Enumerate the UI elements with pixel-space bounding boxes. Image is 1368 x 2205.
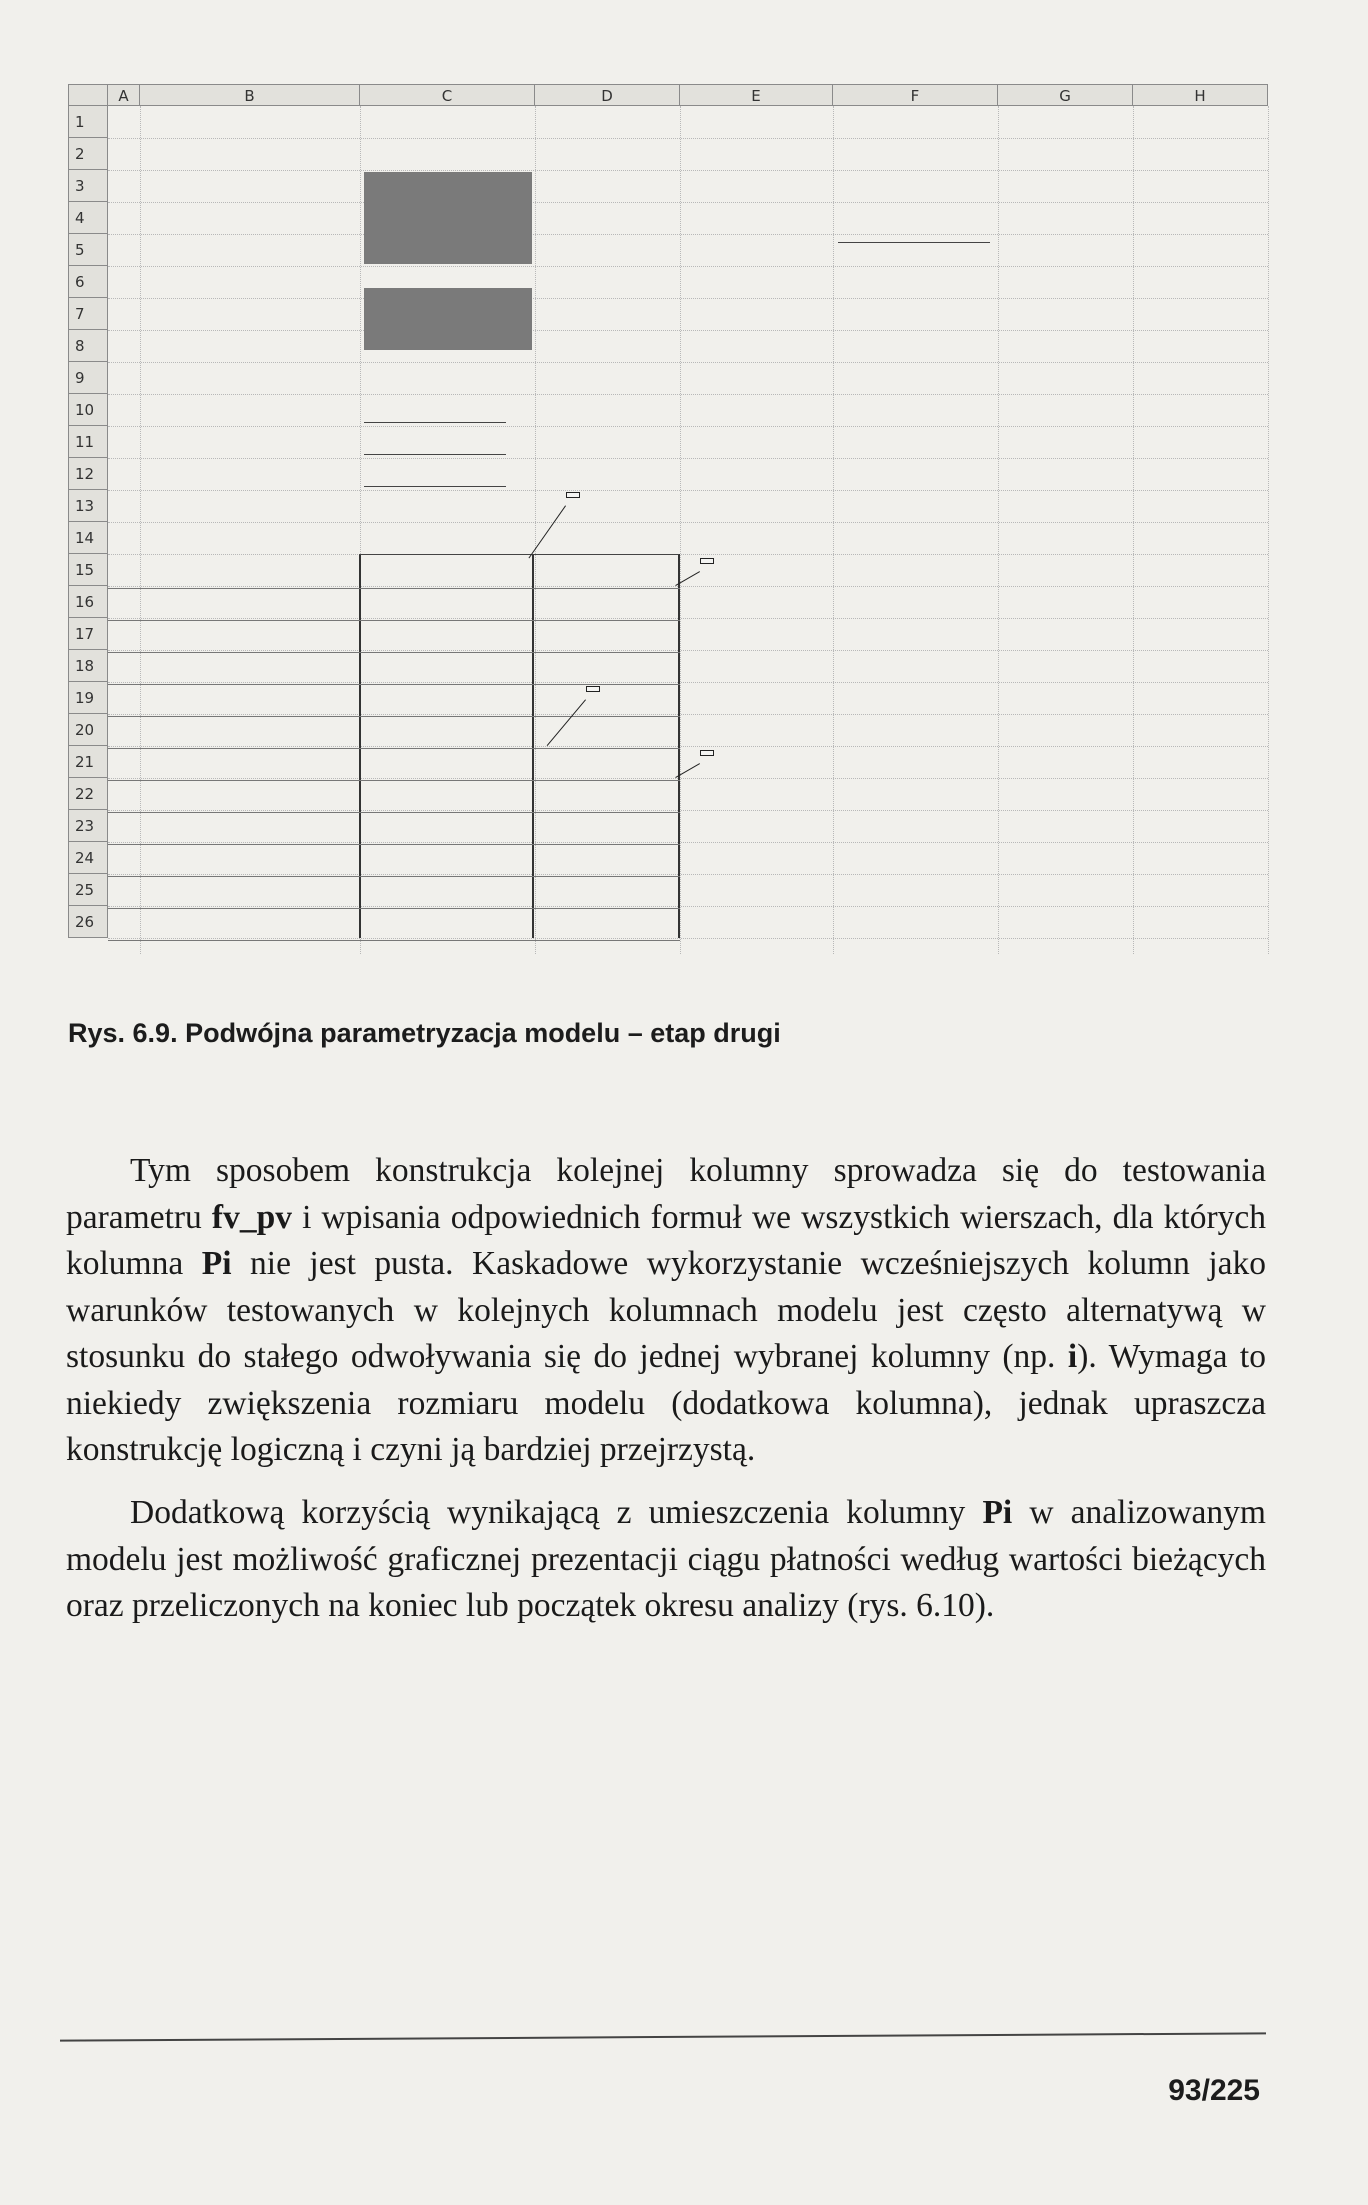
gridline-row-16: [108, 618, 1268, 619]
summary-value-1: [364, 422, 506, 423]
column-header-b: B: [140, 84, 360, 106]
gridline-row-19: [108, 714, 1268, 715]
table-rowline-27: [108, 940, 680, 941]
table-rowline-22: [108, 780, 680, 781]
table-border-right: [678, 554, 680, 938]
gridline-col-4: [833, 106, 834, 954]
row-header-16: 16: [68, 586, 108, 618]
row-header-12: 12: [68, 458, 108, 490]
param-shade-2: [364, 288, 532, 350]
gridline-row-6: [108, 298, 1268, 299]
row-header-21: 21: [68, 746, 108, 778]
gridline-col-5: [998, 106, 999, 954]
gridline-col-2: [535, 106, 536, 954]
gridline-col-7: [1268, 106, 1269, 954]
column-header-c: C: [360, 84, 535, 106]
row-header-1: 1: [68, 106, 108, 138]
gridline-row-8: [108, 362, 1268, 363]
gridline-row-11: [108, 458, 1268, 459]
gridline-row-2: [108, 170, 1268, 171]
column-header-a: A: [108, 84, 140, 106]
gridline-row-24: [108, 874, 1268, 875]
gridline-row-3: [108, 202, 1268, 203]
formula-callout-2: [700, 558, 714, 564]
row-header-11: 11: [68, 426, 108, 458]
column-header-g: G: [998, 84, 1133, 106]
row-header-26: 26: [68, 906, 108, 938]
gridline-row-1: [108, 138, 1268, 139]
row-header-19: 19: [68, 682, 108, 714]
table-rowline-26: [108, 908, 680, 909]
paragraph-1-text-2: i wpisania odpowiednich formuł we wszystkich wierszach, dla których kolumna: [66, 1198, 1266, 1282]
gridline-row-18: [108, 682, 1268, 683]
param-shade-1: [364, 172, 532, 264]
paragraph-1-bold-pi: Pi: [201, 1245, 232, 1282]
gridline-row-14: [108, 554, 1268, 555]
formula-callout-4: [700, 750, 714, 756]
table-rowline-21: [108, 748, 680, 749]
row-header-23: 23: [68, 810, 108, 842]
column-header-h: H: [1133, 84, 1268, 106]
paragraph-2: [66, 1490, 1266, 1630]
paragraph-2-text-1: Dodatkową korzyścią wynikającą z umieszczenia kolumny: [130, 1494, 983, 1531]
callout-connector-3: [547, 699, 586, 746]
row-header-14: 14: [68, 522, 108, 554]
gridline-row-9: [108, 394, 1268, 395]
column-header-d: D: [535, 84, 680, 106]
gridline-row-10: [108, 426, 1268, 427]
sheet-corner: [68, 84, 108, 106]
table-rowline-18: [108, 652, 680, 653]
paragraph-1-bold-fvpv: fv_pv: [211, 1198, 292, 1236]
table-rowline-24: [108, 844, 680, 845]
paragraph-1-text-1: Tym sposobem konstrukcja kolejnej kolumny sprowadza się do testowania parametru: [66, 1152, 1266, 1236]
gridline-col-3: [680, 106, 681, 954]
table-rowline-23: [108, 812, 680, 813]
row-header-9: 9: [68, 362, 108, 394]
paragraph-1-text-4: ). Wymaga to niekiedy zwiększenia rozmiaru modelu (dodatkowa kolumna), jednak upraszcza konstrukcję logiczną i czyni ją bardziej przejrzystą.: [66, 1338, 1266, 1468]
table-border-left: [359, 554, 361, 938]
table-rowline-25: [108, 876, 680, 877]
spreadsheet-figure: [68, 84, 1268, 954]
gridline-row-22: [108, 810, 1268, 811]
gridline-col-6: [1133, 106, 1134, 954]
table-border-top: [359, 554, 679, 555]
row-header-15: 15: [68, 554, 108, 586]
summary-value-2: [364, 454, 506, 455]
row-header-24: 24: [68, 842, 108, 874]
paragraph-1-text-3: nie jest pusta. Kaskadowe wykorzystanie wcześniejszych kolumn jako warunków testowanych w kolejnych kolumnach modelu jest często alternatywą w stosunku do stałego odwoływania się do jednej wybranej kolumny (np.: [66, 1245, 1267, 1375]
gridline-row-5: [108, 266, 1268, 267]
paragraph-1: [66, 1148, 1266, 1474]
gridline-row-21: [108, 778, 1268, 779]
gridline-row-4: [108, 234, 1268, 235]
gridline-row-25: [108, 906, 1268, 907]
row-header-22: 22: [68, 778, 108, 810]
column-header-f: F: [833, 84, 998, 106]
paragraph-2-text-2: w analizowanym modelu jest możliwość graficznej prezentacji ciągu płatności według wartości bieżących oraz przeliczonych na koniec lub początek okresu analizy (rys. 6.10).: [66, 1494, 1266, 1624]
gridline-row-26: [108, 938, 1268, 939]
gridline-row-23: [108, 842, 1268, 843]
row-header-2: 2: [68, 138, 108, 170]
summary-value-3: [364, 486, 506, 487]
gridline-row-12: [108, 490, 1268, 491]
table-rowline-16: [108, 588, 680, 589]
column-header-e: E: [680, 84, 833, 106]
table-rowline-20: [108, 716, 680, 717]
row-header-13: 13: [68, 490, 108, 522]
formula-callout-3: [586, 686, 600, 692]
figure-caption: Rys. 6.9. Podwójna parametryzacja modelu – etap drugi: [68, 1018, 781, 1048]
row-header-20: 20: [68, 714, 108, 746]
gridline-row-7: [108, 330, 1268, 331]
row-header-6: 6: [68, 266, 108, 298]
row-header-7: 7: [68, 298, 108, 330]
page-number: 93/225: [1168, 2074, 1260, 2107]
row-header-10: 10: [68, 394, 108, 426]
row-header-25: 25: [68, 874, 108, 906]
gridline-row-20: [108, 746, 1268, 747]
param-r1-value: [838, 242, 990, 243]
row-header-17: 17: [68, 618, 108, 650]
table-border-mid: [532, 554, 534, 938]
row-header-5: 5: [68, 234, 108, 266]
row-header-4: 4: [68, 202, 108, 234]
gridline-row-15: [108, 586, 1268, 587]
gridline-col-0: [140, 106, 141, 954]
paragraph-2-bold-pi: Pi: [982, 1494, 1013, 1531]
row-header-8: 8: [68, 330, 108, 362]
paragraph-1-bold-i: i: [1067, 1338, 1078, 1375]
gridline-row-17: [108, 650, 1268, 651]
table-rowline-17: [108, 620, 680, 621]
footer-rule: [60, 2032, 1266, 2041]
table-rowline-19: [108, 684, 680, 685]
gridline-row-13: [108, 522, 1268, 523]
row-header-18: 18: [68, 650, 108, 682]
formula-callout-1: [566, 492, 580, 498]
row-header-3: 3: [68, 170, 108, 202]
